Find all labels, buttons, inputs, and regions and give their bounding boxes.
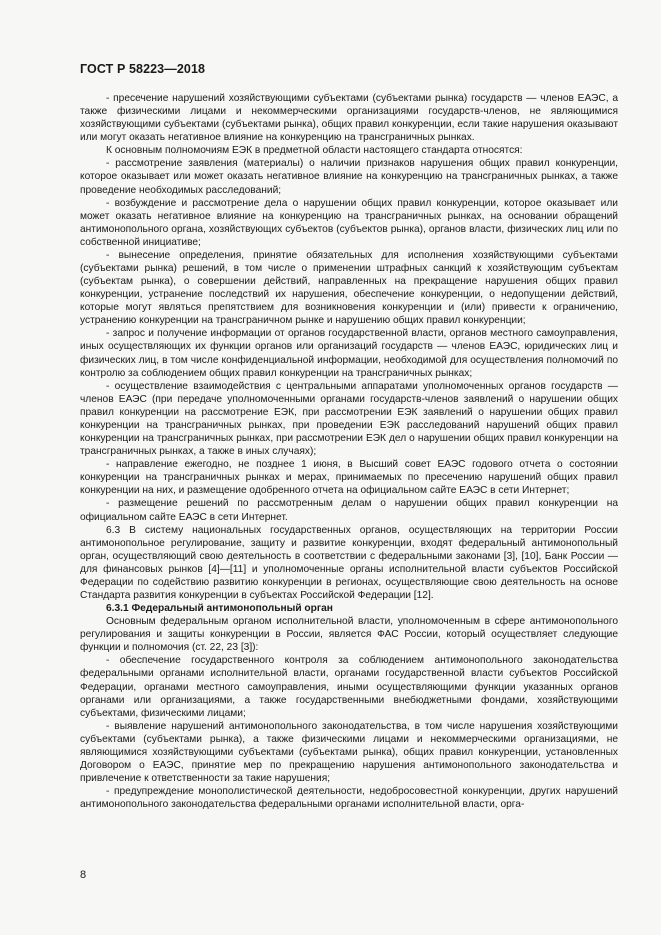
paragraph: - направление ежегодно, не позднее 1 июня, в Высший совет ЕАЭС годового отчета о состоянии конкуренции на трансграничных рынках и мерах, принимаемых по пресечению нарушений общих правил конкуренции на них, и размещение одобренного отчета на официальном сайте ЕАЭС в сети Интернет; xyxy=(80,459,618,497)
paragraph: - возбуждение и рассмотрение дела о нарушении общих правил конкуренции, которое оказывает или может оказать негативное влияние на конкуренцию на трансграничных рынках, на основании обращений антимонопольного органа, хозяйствующих субъектов (субъектов рынка), органов власти, физических лиц или по собственной инициативе; xyxy=(80,197,618,248)
paragraph: - размещение решений по рассмотренным делам о нарушении общих правил конкуренции на официальном сайте ЕАЭС в сети Интернет. xyxy=(80,498,618,523)
section-paragraph: 6.3 В систему национальных государственных органов, осуществляющих на территории России антимонопольное регулирование, защиту и развитие конкуренции, входят федеральный антимонопольный орган, осуществляющий свою деятельность в соответствии с федеральными законами [3], [10], Банк России — для финансовых рынков [4]—[11] и уполномоченные органы исполнительной власти субъектов Российской Федерации по содействию развитию конкуренции в регионах, осуществляющие свою деятельность на основе Стандарта развития конкуренции в субъектах Российской Федерации [12]. xyxy=(80,524,618,601)
paragraph: - обеспечение государственного контроля за соблюдением антимонопольного законодательства федеральными органами исполнительной власти, органами государственной власти субъектов Российской Федерации, органами местного самоуправления, иными осуществляющими функции указанных органов органами или организациями, а также государственными внебюджетными фондами, хозяйствующими субъектами, физическими лицами; xyxy=(80,655,618,719)
paragraph: - предупреждение монополистической деятельности, недобросовестной конкуренции, других нарушений антимонопольного законодательства федеральными органами исполнительной власти, орга- xyxy=(80,786,618,811)
paragraph: - рассмотрение заявления (материалы) о наличии признаков нарушения общих правил конкуренции, которое оказывает или может оказать негативное влияние на конкуренцию на трансграничных рынках, а также проведение необходимых расследований; xyxy=(80,158,618,196)
body-text xyxy=(80,92,618,811)
paragraph: - осуществление взаимодействия с центральными аппаратами уполномоченных органов государств — членов ЕАЭС (при передаче уполномоченными органами государств-членов заявлений о нарушении общих правил конкуренции на рассмотрение ЕЭК, при рассмотрении ЕЭК заявлений о нарушении общих правил конкуренции на трансграничных рынках, при проведении ЕЭК расследований нарушений общих правил конкуренции на трансграничных рынках, при рассмотрении ЕЭК дел о нарушении общих правил конкуренции на трансграничных рынках, а также в иных случаях); xyxy=(80,380,618,458)
subsection-heading: 6.3.1 Федеральный антимонопольный орган xyxy=(106,603,333,615)
document-code-header: ГОСТ Р 58223—2018 xyxy=(80,62,206,76)
paragraph: - пресечение нарушений хозяйствующими субъектами (субъектами рынка) государств — членов ЕАЭС, а также физическими лицами и некоммерческими организациями государств-членов, не являющимися хозяйствующими субъектами (субъектами рынка), общих правил конкуренции, если такие нарушения оказывают или могут оказать негативное влияние на конкуренцию на трансграничных рынках. xyxy=(80,93,618,144)
paragraph: - запрос и получение информации от органов государственной власти, органов местного самоуправления, иных осуществляющих их функции органов или организаций государств — членов ЕАЭС, юридических лиц и физических лиц, в том числе конфиденциальной информации, необходимой для осуществления полномочий по контролю за соблюдением общих правил конкуренции на трансграничных рынках; xyxy=(80,328,618,379)
paragraph: Основным федеральным органом исполнительной власти, уполномоченным в сфере антимонопольного регулирования и защиты конкуренции в России, является ФАС России, который осуществляет следующие функции и полномочия (ст. 22, 23 [3]): xyxy=(80,616,618,654)
paragraph: - вынесение определения, принятие обязательных для исполнения хозяйствующими субъектами (субъектами рынка) решений, в том числе о применении штрафных санкций к хозяйствующим субъектам (субъектам рынка), о совершении действий, направленных на прекращение нарушения общих правил конкуренции, устранение последствий их нарушения, обеспечение конкуренции, о недопущении действий, которые могут являться препятствием для возникновения конкуренции и (или) привести к ограничению, устранению конкуренции на трансграничном рынке и нарушению общих правил конкуренции; xyxy=(80,249,618,327)
paragraph: - выявление нарушений антимонопольного законодательства, в том числе нарушения хозяйствующими субъектами (субъектами рынка), а также физическими лицами и некоммерческими организациями, не являющимися хозяйствующими субъектами (субъектами рынка), общих правил конкуренции, установленных Договором о ЕАЭС, принятие мер по прекращению нарушения антимонопольного законодательства и привлечение к ответственности за такие нарушения; xyxy=(80,720,618,785)
paragraph: К основным полномочиям ЕЭК в предметной области настоящего стандарта относятся: xyxy=(106,145,523,157)
page-number: 8 xyxy=(80,869,87,881)
